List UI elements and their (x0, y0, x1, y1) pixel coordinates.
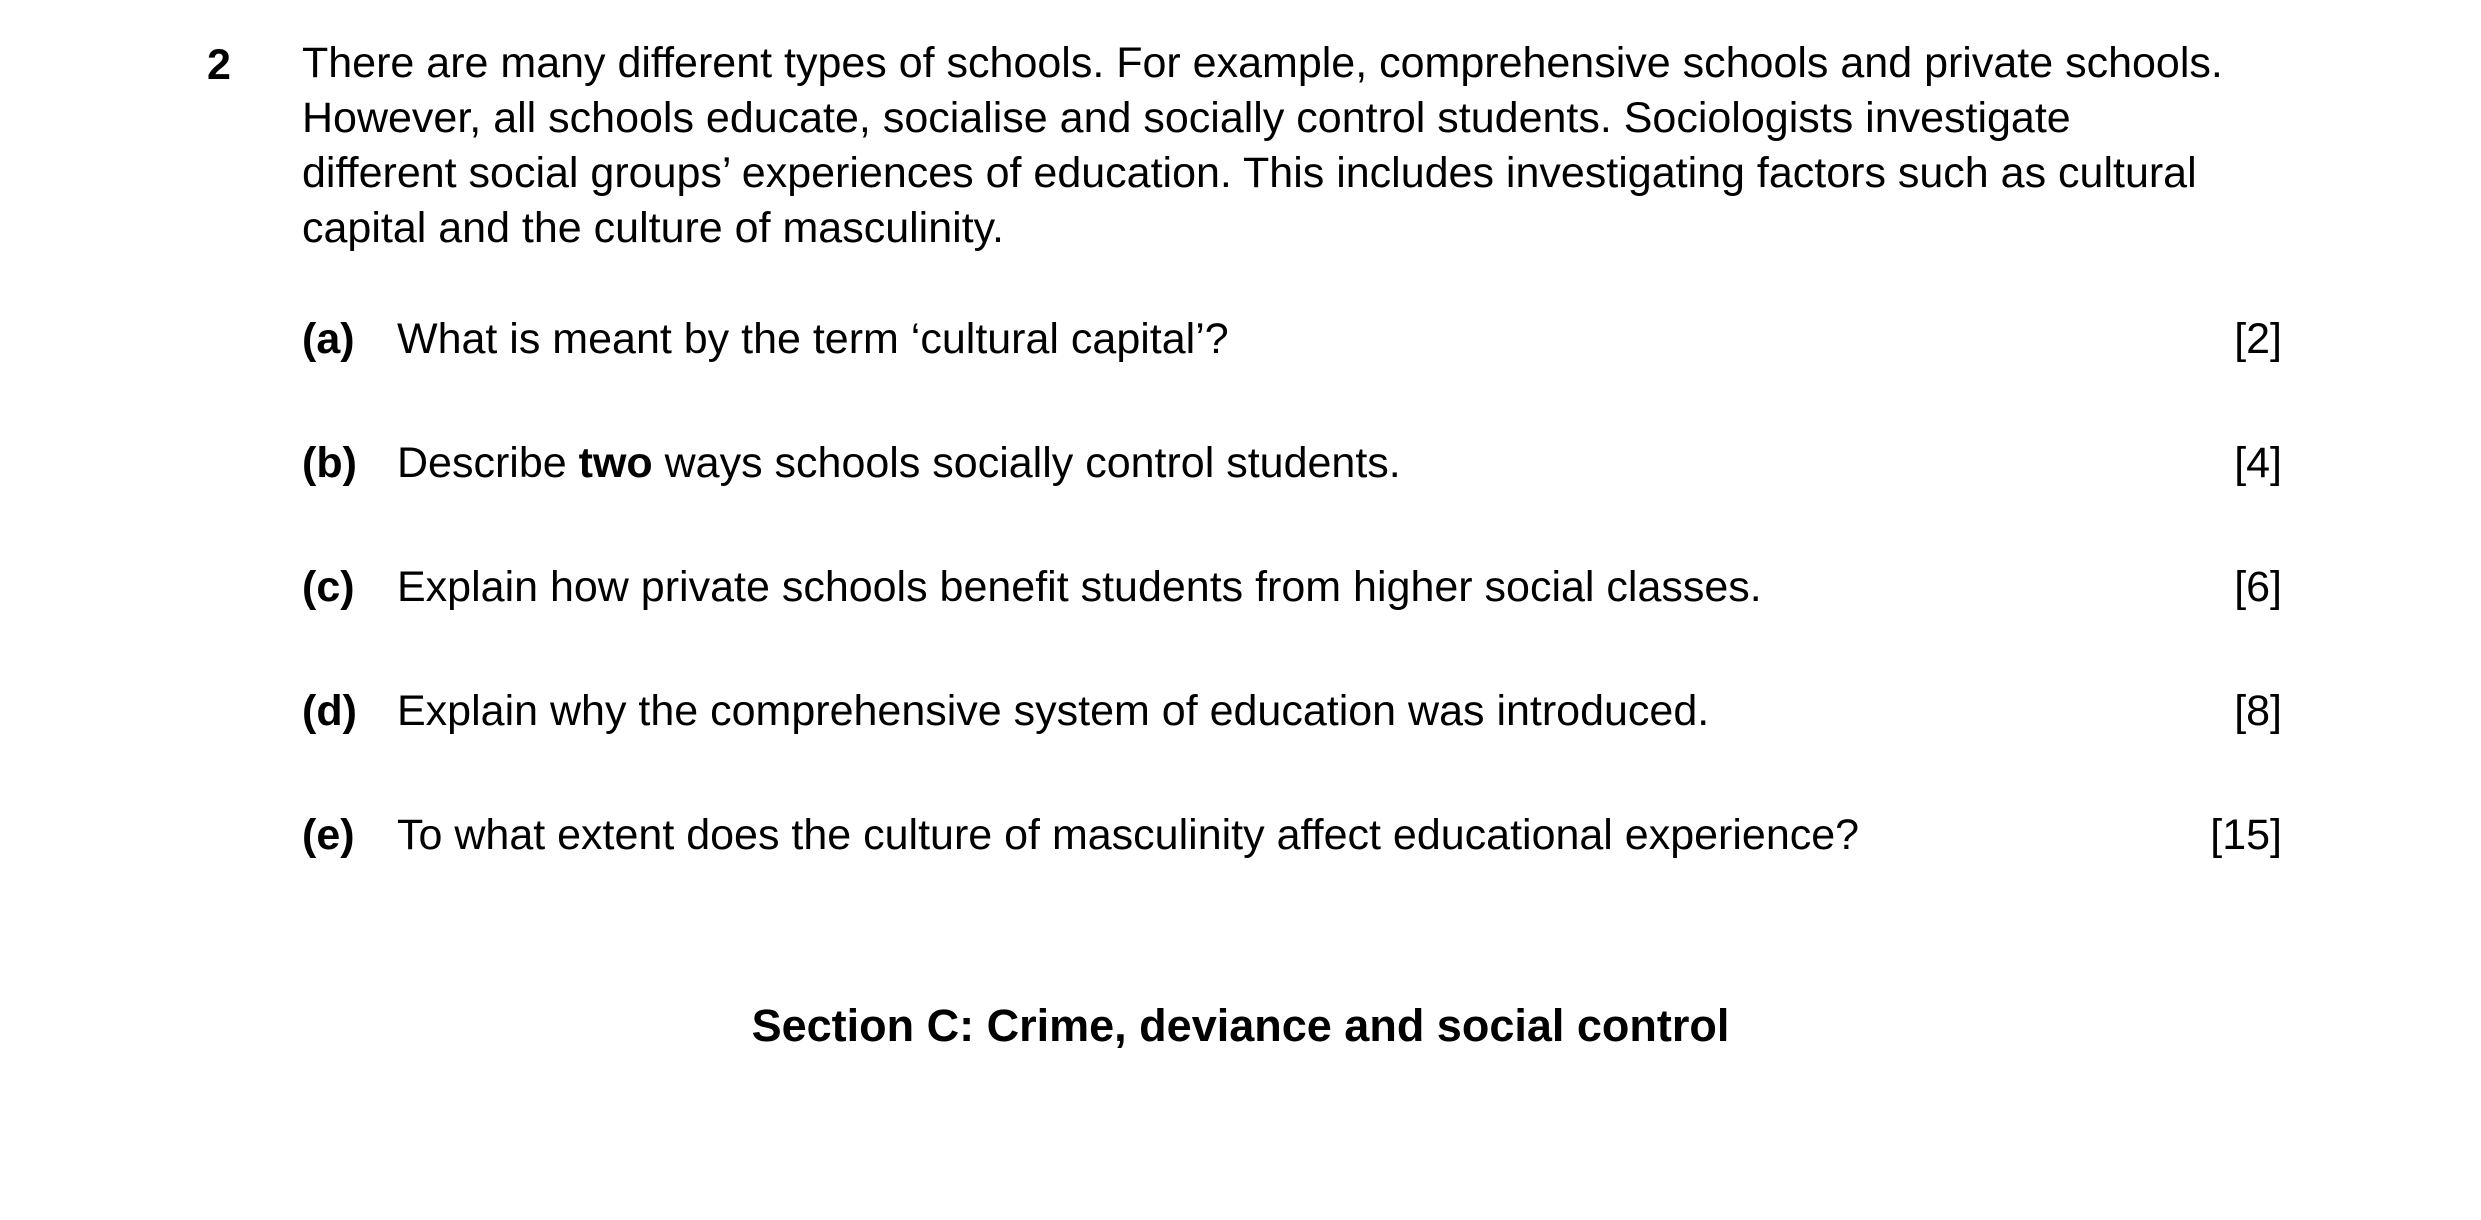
part-letter: (a) (302, 315, 355, 363)
part-marks: [8] (2234, 687, 2282, 735)
part-text: To what extent does the culture of masculinity affect educational experience? (397, 811, 1860, 859)
part-marks: [4] (2234, 439, 2282, 487)
part-text: What is meant by the term ‘cultural capital’? (397, 315, 1229, 363)
intro-line: There are many different types of schools. For example, comprehensive schools and private schools. (302, 39, 2223, 87)
part-letter: (c) (302, 563, 355, 611)
part-letter: (b) (302, 439, 357, 487)
part-text: Explain how private schools benefit students from higher social classes. (397, 563, 1762, 611)
part-letter: (e) (302, 811, 355, 859)
part-marks: [15] (2210, 811, 2282, 859)
intro-line: capital and the culture of masculinity. (302, 204, 1004, 252)
part-text: Explain why the comprehensive system of education was introduced. (397, 687, 1710, 735)
question-part-e (302, 808, 2282, 863)
intro-line: different social groups’ experiences of education. This includes investigating factors such as cultural (302, 149, 2197, 197)
question-part-b (302, 436, 2282, 491)
part-text (397, 436, 1401, 491)
question-intro (302, 36, 2282, 256)
part-text-end: ways schools socially control students. (652, 439, 1401, 487)
part-marks: [2] (2234, 315, 2282, 363)
question-part-a (302, 312, 2282, 367)
part-text-start: Describe (397, 439, 579, 487)
section-heading: Section C: Crime, deviance and social control (751, 1000, 1730, 1051)
question-number: 2 (207, 41, 231, 89)
question-part-c (302, 560, 2282, 615)
part-marks: [6] (2234, 563, 2282, 611)
question-part-d (302, 684, 2282, 739)
part-letter: (d) (302, 687, 357, 735)
part-text-emphasis: two (578, 439, 653, 487)
intro-line: However, all schools educate, socialise and socially control students. Sociologists investigate (302, 94, 2071, 142)
